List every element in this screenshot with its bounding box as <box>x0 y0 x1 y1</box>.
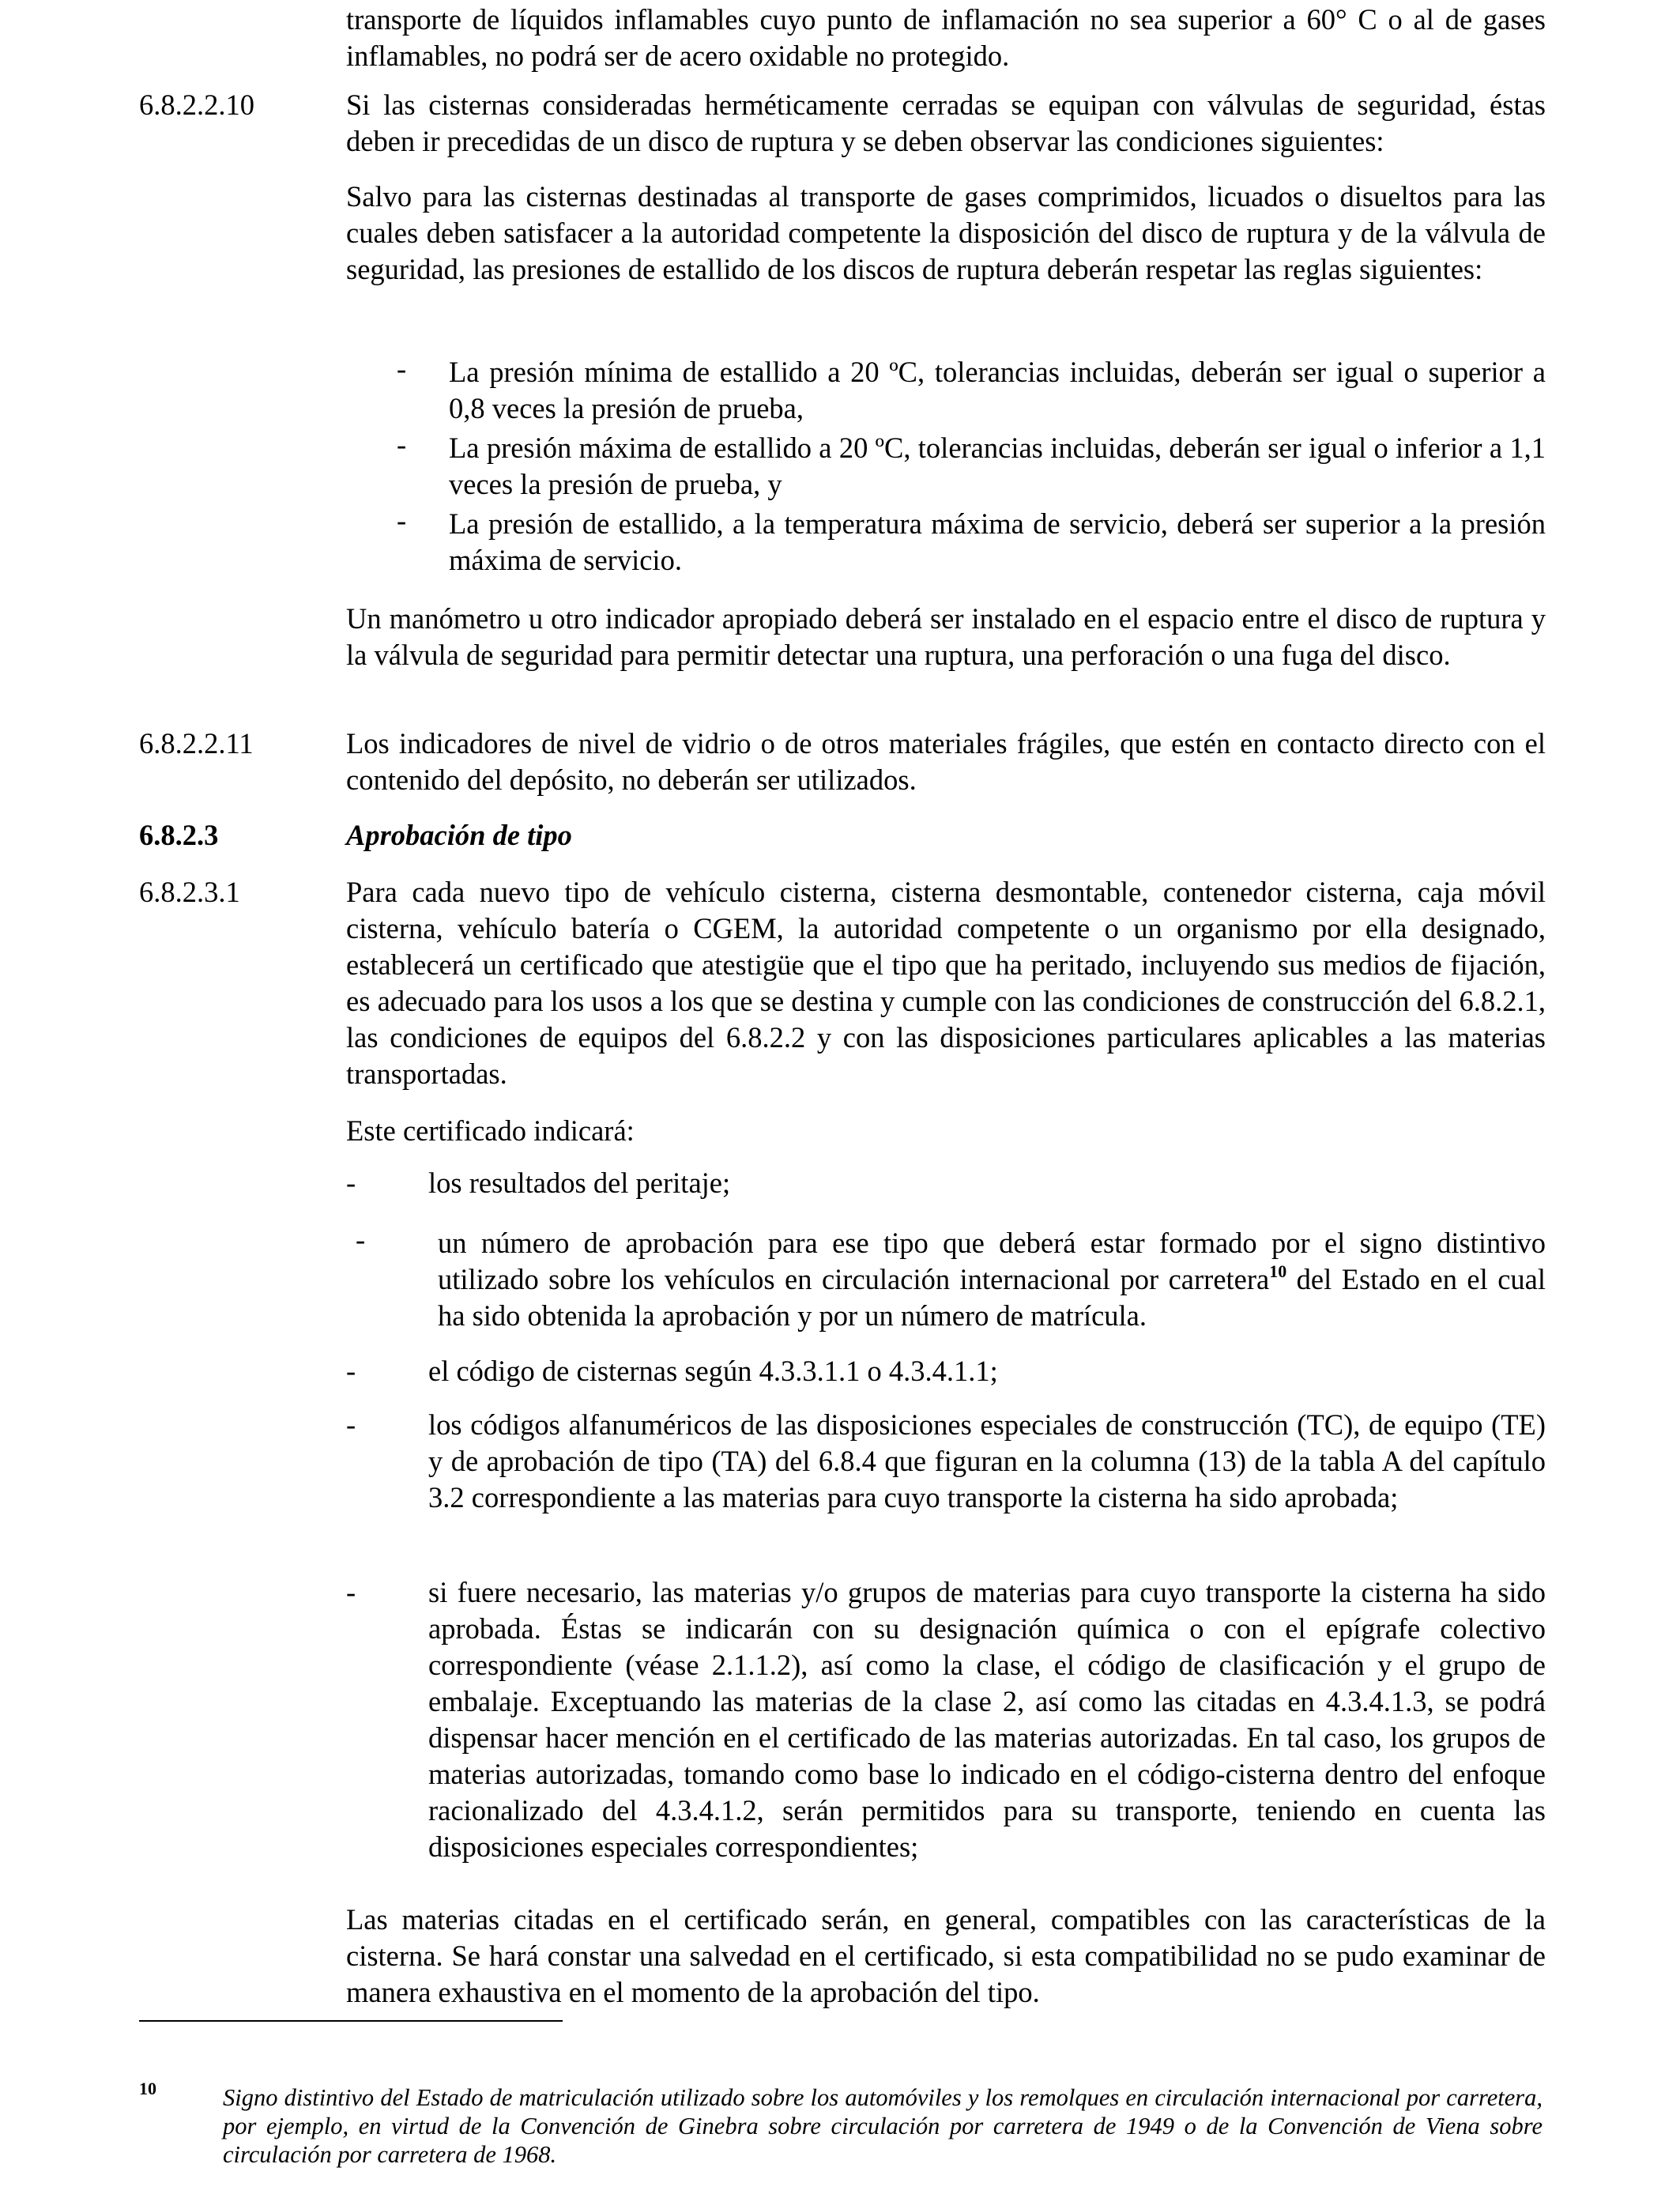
list-item <box>449 430 1546 503</box>
list-dash: - <box>346 1167 356 1199</box>
list-item <box>449 506 1546 579</box>
list-dash: - <box>346 1576 356 1608</box>
section-6-8-2-2-11-paragraph: Los indicadores de nivel de vidrio o de otros materiales frágiles, que estén en contacto directo con el contenido del depósito, no deberán ser utilizados. <box>346 727 1546 796</box>
footnote-separator <box>139 2020 563 2022</box>
section-6-8-2-3-1-paragraph-2: Este certificado indicará: <box>346 1114 635 1147</box>
section-6-8-2-2-10-paragraph-2: Salvo para las cisternas destinadas al transporte de gases comprimidos, licuados o disueltos para las cuales deben satisfacer a la autoridad competente la disposición del disco de ruptura y de la válvula de seguridad, las presiones de estallido de los discos de ruptura deberán respetar las reglas siguientes: <box>346 180 1546 285</box>
list-item-text: un número de aprobación para ese tipo que deberá estar formado por el signo distintivo utilizado sobre los vehículos en circulación internacional por carretera <box>438 1227 1546 1295</box>
list-item-text: La presión mínima de estallido a 20 ºC, tolerancias incluidas, deberán ser igual o superior a 0,8 veces la presión de prueba, <box>449 356 1546 424</box>
section-number-6-8-2-3-1: 6.8.2.3.1 <box>139 876 240 908</box>
list-item-text: La presión máxima de estallido a 20 ºC, tolerancias incluidas, deberán ser igual o inferior a 1,1 veces la presión de prueba, y <box>449 432 1546 500</box>
continuation-paragraph: transporte de líquidos inflamables cuyo punto de inflamación no sea superior a 60° C o al de gases inflamables, no podrá ser de acero oxidable no protegido. <box>346 3 1546 72</box>
list-dash: - <box>346 1355 356 1387</box>
list-item: los resultados del peritaje; <box>428 1167 731 1199</box>
list-dash: - <box>346 1408 356 1441</box>
footnote-text: Signo distintivo del Estado de matriculación utilizado sobre los automóviles y los remolques en circulación internacional por carretera, por ejemplo, en virtud de la Convención de Ginebra sobre circulación por carretera de 1949 o de la Convención de Viena sobre circulación por carretera de 1968. <box>223 2084 1543 2168</box>
footnote-number: 10 <box>139 2079 156 2098</box>
section-6-8-2-3-1-paragraph-3: Las materias citadas en el certificado serán, en general, compatibles con las características de la cisterna. Se hará constar una salvedad en el certificado, si esta compatibilidad no se pudo examinar de manera exhaustiva en el momento de la aprobación del tipo. <box>346 1903 1546 2008</box>
list-item <box>438 1225 1546 1334</box>
section-6-8-2-3-1-paragraph-1: Para cada nuevo tipo de vehículo cisterna, cisterna desmontable, contenedor cisterna, caja móvil cisterna, vehículo batería o CGEM, la autoridad competente o un organismo por ella designado, establecerá un certificado que atestigüe que el tipo que ha peritado, incluyendo sus medios de fijación, es adecuado para los usos a los que se destina y cumple con las condiciones de construcción del 6.8.2.1, las condiciones de equipos del 6.8.2.2 y con las disposiciones particulares aplicables a las materias transportadas. <box>346 876 1546 1090</box>
list-item: el código de cisternas según 4.3.3.1.1 o 4.3.4.1.1; <box>428 1355 998 1387</box>
section-number-6-8-2-2-10: 6.8.2.2.10 <box>139 89 254 121</box>
section-6-8-2-2-10-paragraph-1: Si las cisternas consideradas herméticamente cerradas se equipan con válvulas de seguridad, éstas deben ir precedidas de un disco de ruptura y se deben observar las condiciones siguientes: <box>346 89 1546 157</box>
section-6-8-2-2-10-paragraph-3: Un manómetro u otro indicador apropiado deberá ser instalado en el espacio entre el disco de ruptura y la válvula de seguridad para permitir detectar una ruptura, una perforación o una fuga del disco. <box>346 602 1546 671</box>
list-dash: - <box>397 504 407 537</box>
list-item <box>449 354 1546 427</box>
list-item: si fuere necesario, las materias y/o grupos de materias para cuyo transporte la cisterna ha sido aprobada. Éstas se indicarán con su designación química o con el epígrafe colectivo correspondiente (véase 2.1.1.2), así como la clase, el código de clasificación y el grupo de embalaje. Exceptuando las materias de la clase 2, así como las citadas en 4.3.4.1.3, se podrá dispensar hacer mención en el certificado de las materias autorizadas. En tal caso, los grupos de materias autorizadas, tomando como base lo indicado en el código-cisterna dentro del enfoque racionalizado del 4.3.4.1.2, serán permitidos para su transporte, teniendo en cuenta las disposiciones especiales correspondientes; <box>428 1576 1546 1863</box>
list-dash: - <box>397 352 407 385</box>
section-number-6-8-2-3: 6.8.2.3 <box>139 819 219 851</box>
list-dash: - <box>356 1223 366 1256</box>
section-number-6-8-2-2-11: 6.8.2.2.11 <box>139 727 254 760</box>
list-dash: - <box>397 428 407 461</box>
footnote-reference[interactable]: 10 <box>1269 1261 1287 1281</box>
list-item-text: del Estado en el cual ha sido obtenida la aprobación y por un número de matrícula. <box>438 1263 1546 1332</box>
list-item-text: La presión de estallido, a la temperatura máxima de servicio, deberá ser superior a la presión máxima de servicio. <box>449 507 1546 576</box>
list-item: los códigos alfanuméricos de las disposiciones especiales de construcción (TC), de equipo (TE) y de aprobación de tipo (TA) del 6.8.4 que figuran en la columna (13) de la tabla A del capítulo 3.2 correspondiente a las materias para cuyo transporte la cisterna ha sido aprobada; <box>428 1408 1546 1514</box>
section-title-aprobacion-de-tipo: Aprobación de tipo <box>346 819 572 851</box>
